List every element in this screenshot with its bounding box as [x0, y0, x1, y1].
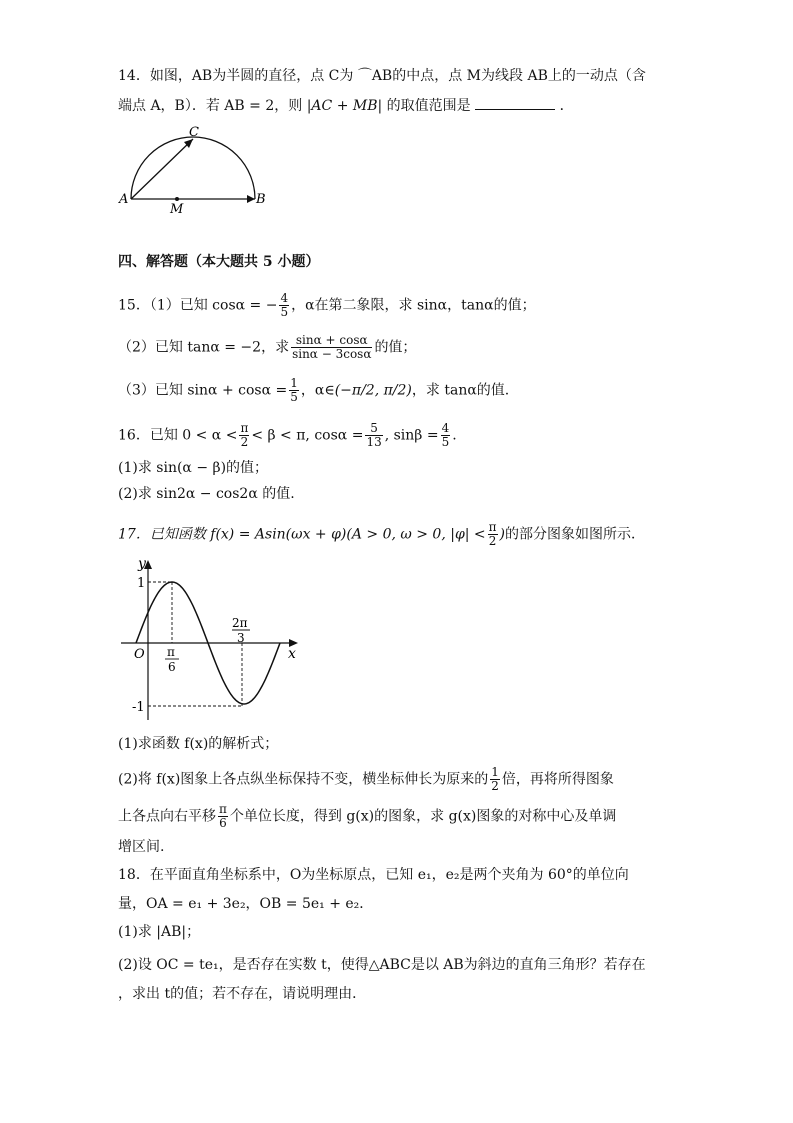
x-tick2-den: 3 [237, 631, 245, 645]
q18-line1: 18．在平面直角坐标系中，O为坐标原点，已知 e₁，e₂是两个夹角为 60°的单位向 [118, 867, 629, 883]
q14-line1: 14．如图，AB为半圆的直径，点 C为 ⌒AB的中点，点 M为线段 AB上的一动点（含 [118, 68, 646, 84]
x-tick1-den: 6 [168, 660, 176, 674]
x-tick2-num: 2π [232, 616, 248, 630]
label-B: B [256, 192, 266, 207]
section-heading: 四、解答题（本大题共 5 小题） [118, 254, 320, 270]
x-tick1-num: π [167, 645, 175, 659]
origin-label: O [134, 647, 145, 662]
q17-part2-line3: 增区间. [118, 839, 165, 855]
semicircle-figure [115, 125, 275, 215]
q16-part2: (2)求 sin2α − cos2α 的值. [118, 486, 295, 502]
q17-stem: 17．已知函数 f(x) = Asin(ωx + φ)(A > 0, ω > 0, |φ| < $\frac{\pi}{2}$ )的部分图象如图所示． [118, 520, 646, 548]
q18-part2-line2: ，求出 t的值；若不存在，请说明理由． [118, 986, 367, 1002]
y-label: y [138, 556, 146, 572]
y-tick-bottom: -1 [132, 700, 145, 715]
q17-part2-line1: (2)将 f(x)图象上各点纵坐标保持不变，横坐标伸长为原来的 $\frac{1}{2}$ 倍，再将所得图象 [118, 765, 614, 793]
vector-expression: |AC + MB| [306, 98, 383, 114]
label-C: C [189, 125, 199, 140]
q16-part1: (1)求 sin(α − β)的值； [118, 460, 269, 476]
q18-part2-line1: (2)设 OC = te₁，是否存在实数 t，使得△ABC是以 AB为斜边的直角三角形？若存在 [118, 957, 646, 973]
label-M: M [170, 202, 184, 215]
q18-part1: (1)求 |AB|； [118, 924, 201, 940]
answer-blank [475, 97, 555, 110]
q17-part1: (1)求函数 f(x)的解析式； [118, 736, 279, 752]
q15-part3: （3）已知 sinα + cosα = $\frac{1}{5}$ ，α∈(−π/2, π/2)，求 tanα的值. [118, 376, 510, 404]
y-tick-top: 1 [137, 576, 146, 591]
q14-line2: 端点 A，B）．若 AB = 2，则 |AC + MB| 的取值范围是 ． [118, 98, 574, 114]
x-label: x [288, 646, 296, 662]
q15-part1: 15．（1）已知 cosα = − $\frac{4}{5}$ ，α在第二象限，求 sinα，tanα的值； [118, 291, 536, 319]
label-A: A [119, 192, 129, 207]
q17-part2-line2: 上各点向右平移 $\frac{\pi}{6}$ 个单位长度，得到 g(x)的图象，求 g(x)图象的对称中心及单调 [118, 802, 617, 830]
q15-part2: （2）已知 tanα = −2，求 $\frac{\sin\alpha + \cos\alpha}{\sin\alpha - 3\cos\alpha}$ 的值； [118, 333, 417, 361]
sine-graph-figure [118, 550, 308, 725]
q18-line2: 量，OA = e₁ + 3e₂，OB = 5e₁ + e₂． [118, 896, 374, 912]
q16-stem: 16．已知 0 < α < $\frac{\pi}{2}$ < β < π, cosα = $\frac{5}{13}$ , sinβ = $\frac{4}{5}$ . [118, 421, 457, 449]
